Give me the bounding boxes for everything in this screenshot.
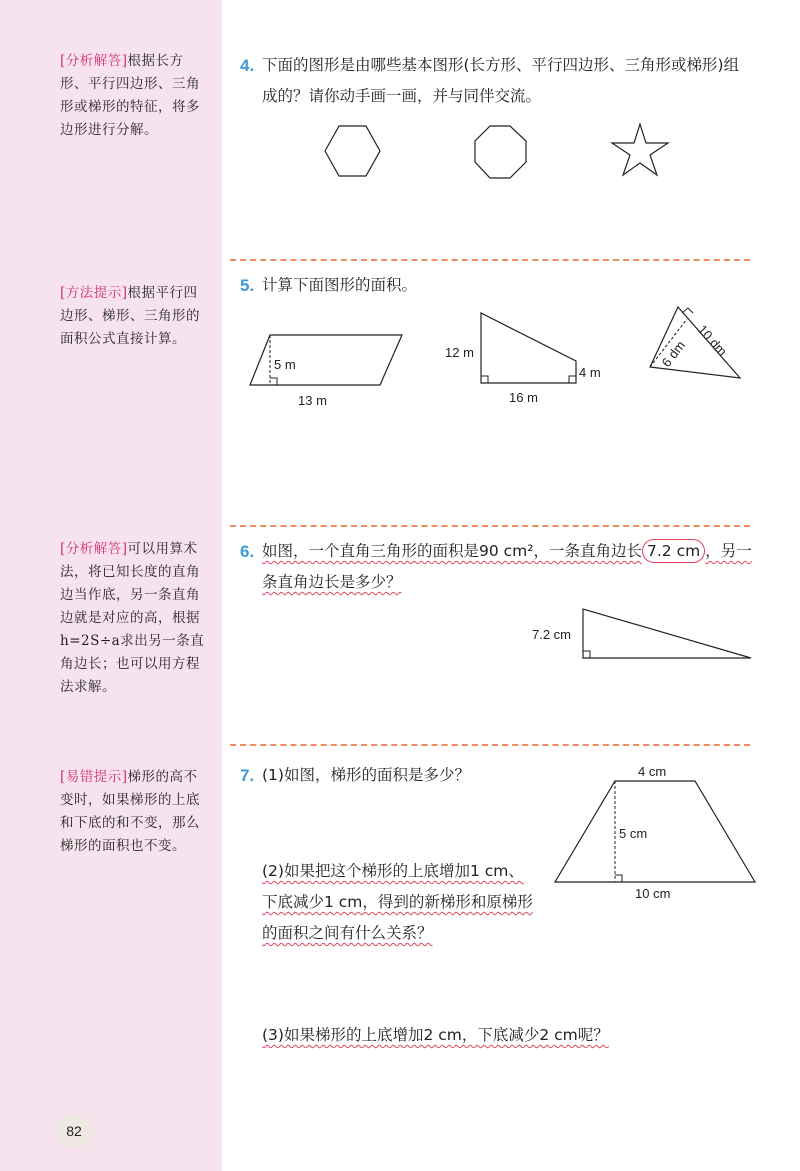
tip-analysis-2: [分析解答]可以用算术法，将已知长度的直角边当作底，另一条直角边就是对应的高，根据h=2S÷a求出另一条直角边长；也可以用方程法求解。 — [60, 541, 205, 695]
tip-analysis-1: [分析解答]根据长方形、平行四边形、三角形或梯形的特征，将多边形进行分解。 — [60, 53, 200, 138]
question-7-part-2: (2)如果把这个梯形的上底增加1 cm、下底减少1 cm，得到的新梯形和原梯形的面积之间有什么关系？ — [262, 862, 533, 942]
tip-method: [方法提示]根据平行四边形、梯形、三角形的面积公式直接计算。 — [60, 285, 200, 347]
triangle-side-label: 10 dm — [694, 321, 731, 359]
trapezoid-left-label: 12 m — [445, 345, 474, 360]
parallelogram-height-label: 5 m — [274, 357, 296, 372]
tip-error: [易错提示]梯形的高不变时，如果梯形的上底和下底的和不变，那么梯形的面积也不变。 — [60, 769, 200, 854]
question-5-number: 5. — [240, 276, 255, 295]
trapezoid-base-label: 10 cm — [635, 886, 671, 901]
question-5-text: 计算下面图形的面积。 — [262, 276, 418, 294]
triangle-height-label: 6 dm — [658, 337, 689, 370]
page-number: 82 — [54, 1114, 94, 1148]
question-7-part-1: (1)如图，梯形的面积是多少？ — [262, 766, 470, 784]
question-4-text: 下面的图形是由哪些基本图形(长方形、平行四边形、三角形或梯形)组成的？请你动手画一画，并与同伴交流。 — [262, 56, 740, 105]
circled-length: 7.2 cm — [642, 539, 705, 563]
parallelogram-base-label: 13 m — [298, 393, 327, 408]
question-4-number: 4. — [240, 56, 255, 75]
trapezoid-top-label: 4 cm — [638, 764, 667, 779]
trapezoid-height-label: 5 cm — [619, 826, 648, 841]
question-7-number: 7. — [240, 766, 255, 785]
question-6-text: 如图，一个直角三角形的面积是90 cm²，一条直角边长 7.2 cm ，另一条直角边长是多少？ — [262, 536, 754, 598]
question-6-number: 6. — [240, 542, 255, 561]
question-7-part-3: (3)如果梯形的上底增加2 cm，下底减少2 cm呢？ — [262, 1026, 609, 1044]
trapezoid-bottom-label: 16 m — [509, 390, 538, 405]
trapezoid-right-label: 4 m — [579, 365, 601, 380]
right-triangle-leg-label: 7.2 cm — [532, 627, 572, 642]
